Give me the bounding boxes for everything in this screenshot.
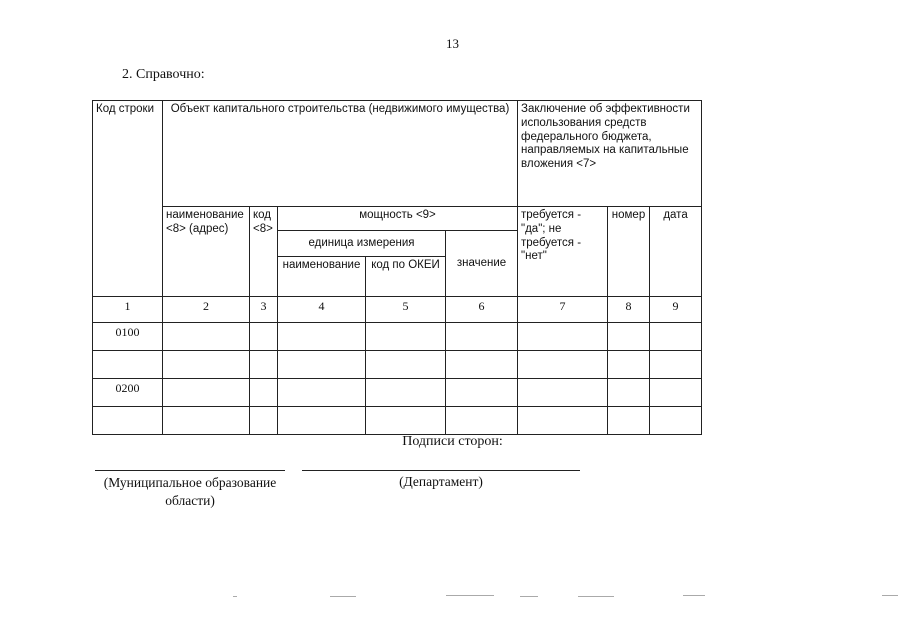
header-row-code: Код строки [93, 101, 163, 297]
column-number: 7 [518, 297, 608, 323]
column-number: 3 [250, 297, 278, 323]
header-name-address: наименование <8> (адрес) [163, 207, 250, 297]
table-cell [278, 379, 366, 407]
table-cell [608, 407, 650, 435]
table-cell [278, 323, 366, 351]
table-cell [608, 323, 650, 351]
table-cell [446, 351, 518, 379]
table-cell [366, 407, 446, 435]
scan-artifact [446, 595, 494, 596]
table-cell [250, 351, 278, 379]
table-row [93, 379, 702, 407]
table-cell [250, 407, 278, 435]
table-cell [366, 351, 446, 379]
table-cell [608, 351, 650, 379]
table-row [93, 323, 702, 351]
scan-artifact [882, 595, 898, 596]
table-cell [518, 323, 608, 351]
table-cell [163, 323, 250, 351]
signatures-title: Подписи сторон: [402, 434, 503, 449]
table-cell [518, 351, 608, 379]
table-cell [446, 323, 518, 351]
table-cell [366, 379, 446, 407]
reference-table [92, 100, 702, 435]
table-cell [278, 407, 366, 435]
header-capacity: мощность <9> [278, 207, 518, 231]
scan-artifact [683, 595, 705, 596]
table-cell [650, 407, 702, 435]
column-number: 2 [163, 297, 250, 323]
row-code-cell [93, 351, 163, 379]
table-cell [650, 379, 702, 407]
column-number: 9 [650, 297, 702, 323]
row-code-cell: 0200 [93, 379, 163, 407]
table-cell [366, 323, 446, 351]
row-code-cell: 0100 [93, 323, 163, 351]
column-number: 8 [608, 297, 650, 323]
table-cell [163, 379, 250, 407]
table-cell [250, 379, 278, 407]
section-heading: 2. Справочно: [122, 67, 205, 82]
header-object: Объект капитального строительства (недвижимого имущества) [163, 101, 518, 207]
column-numbers-row [93, 297, 702, 323]
header-okei-code: код по ОКЕИ [366, 257, 446, 297]
table-cell [250, 323, 278, 351]
header-date: дата [650, 207, 702, 297]
table-cell [518, 379, 608, 407]
scan-artifact [520, 596, 538, 597]
table-cell [650, 351, 702, 379]
table-cell [608, 379, 650, 407]
table-cell [446, 407, 518, 435]
signature-line-left [95, 470, 285, 471]
scan-artifact [330, 596, 356, 597]
signature-label-department: (Департамент) [399, 474, 483, 489]
column-number: 6 [446, 297, 518, 323]
column-number: 5 [366, 297, 446, 323]
header-code: код <8> [250, 207, 278, 297]
column-number: 1 [93, 297, 163, 323]
scan-artifact [578, 596, 614, 597]
header-unit: единица измерения [278, 231, 446, 257]
signature-line-right [302, 470, 580, 471]
table-cell [163, 351, 250, 379]
scan-artifact [233, 596, 237, 597]
header-unit-name: наименование [278, 257, 366, 297]
table-row [93, 351, 702, 379]
signature-label-municipality: (Муниципальное образование области) [103, 475, 277, 509]
page-number: 13 [446, 36, 459, 51]
table-row [93, 407, 702, 435]
table-cell [518, 407, 608, 435]
header-value: значение [446, 231, 518, 297]
table-cell [163, 407, 250, 435]
table-cell [650, 323, 702, 351]
table-cell [278, 351, 366, 379]
row-code-cell [93, 407, 163, 435]
column-number: 4 [278, 297, 366, 323]
header-number: номер [608, 207, 650, 297]
header-required: требуется - "да"; не требуется - "нет" [518, 207, 608, 297]
table-cell [446, 379, 518, 407]
header-conclusion: Заключение об эффективности использования средств федерального бюджета, направляемых на капитальные вложения <7> [518, 101, 702, 207]
